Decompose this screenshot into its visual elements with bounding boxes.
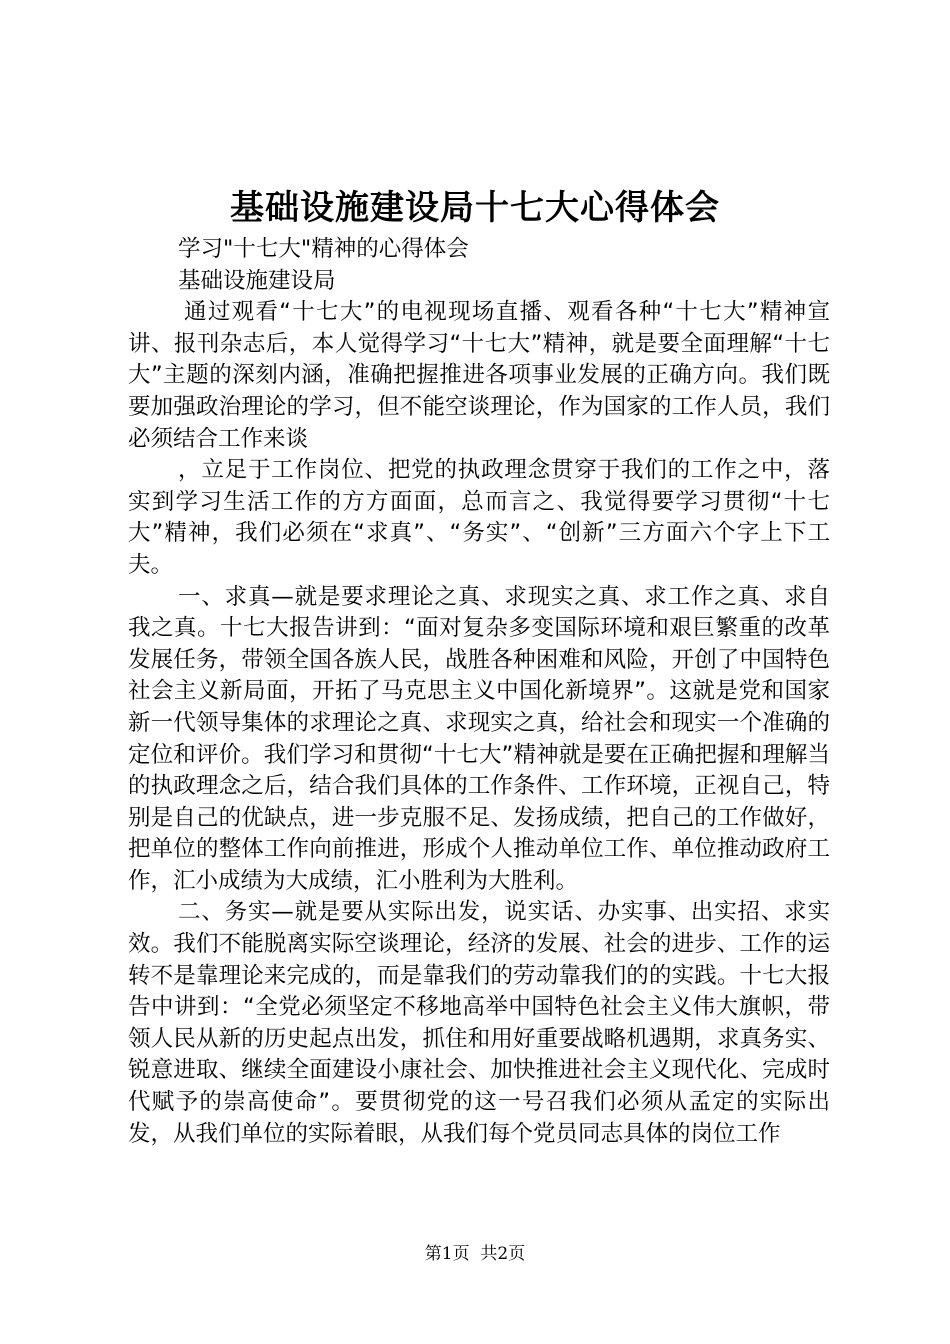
body-paragraph: 一、求真—就是要求理论之真、求现实之真、求工作之真、求自我之真。十七大报告讲到：“面对复杂多变国际环境和艰巨繁重的改革发展任务，带领全国各族人民，战胜各种困难和风险，开创了中国特色社会主义新局面，开拓了马克思主义中国化新境界”。这就是党和国家新一代领导集体的求理论之真、求现实之真，给社会和现实一个准确的定位和评价。我们学习和贯彻“十七大”精神就是要在正确把握和理解当的执政理念之后，结合我们具体的工作条件、工作环境，正视自己，特别是自己的优缺点，进一步克服不足、发扬成绩，把自己的工作做好，把单位的整体工作向前推进，形成个人推动单位工作、单位推动政府工作，汇小成绩为大成绩，汇小胜利为大胜利。 [128,583,830,894]
document-title: 基础设施建设局十七大心得体会 [230,188,720,228]
body-paragraph: 通过观看“十七大”的电视现场直播、观看各种“十七大”精神宣讲、报刊杂志后，本人觉得学习“十七大”精神，就是要全面理解“十七大”主题的深刻内涵，准确把握推进各项事业发展的正确方向。我们既要加强政治理论的学习，但不能空谈理论，作为国家的工作人员，我们必须结合工作来谈 [128,299,830,452]
page-number: 第1页 [424,1244,470,1264]
body-paragraph: ，立足于工作岗位、把党的执政理念贯穿于我们的工作之中，落实到学习生活工作的方方面面，总而言之、我觉得要学习贯彻“十七大”精神，我们必须在“求真”、“务实”、“创新”三方面六个字上下工夫。 [128,457,830,578]
page-footer [0,1242,950,1266]
body-paragraph: 二、务实—就是要从实际出发，说实话、办实事、出实招、求实效。我们不能脱离实际空谈理论，经济的发展、社会的进步、工作的运转不是靠理论来完成的，而是靠我们的劳动靠我们的的实践。十七大报告中讲到：“全党必须坚定不移地高举中国特色社会主义伟大旗帜，带领人民从新的历史起点出发，抓住和用好重要战略机遇期，求真务实、锐意进取、继续全面建设小康社会、加快推进社会主义现代化、完成时代赋予的崇高使命”。要贯彻党的这一号召我们必须从孟定的实际出发，从我们单位的实际着眼，从我们每个党员同志具体的岗位工作 [128,899,830,1147]
page-total: 共2页 [480,1244,526,1264]
document-body [128,234,830,1150]
document-author: 基础设施建设局 [178,267,336,294]
document-subtitle: 学习"十七大"精神的心得体会 [178,236,469,262]
